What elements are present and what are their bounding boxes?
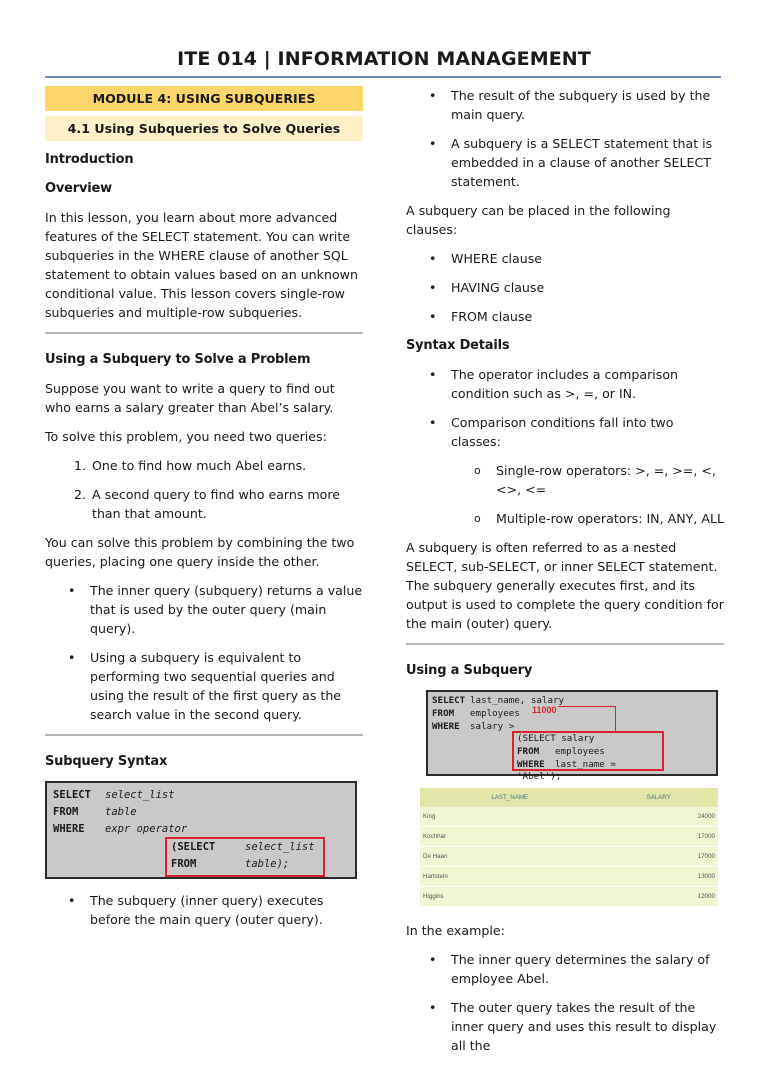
bullet-item: • HAVING clause (451, 278, 724, 297)
section-divider (45, 332, 363, 334)
result-arrow-icon (558, 706, 616, 732)
bullet-item: • Using a subquery is equivalent to performing two sequential queries and using the result of the first query as the search value in the second query. (90, 648, 363, 724)
code-keyword: FROM (171, 858, 197, 870)
bullet-item: • FROM clause (451, 307, 724, 326)
table-cell: 24000 (599, 807, 718, 827)
code-keyword: WHERE (517, 758, 545, 770)
code-keyword: (SELECT (171, 841, 216, 853)
code-keyword: FROM (53, 806, 79, 818)
section-banner: 4.1 Using Subqueries to Solve Queries (45, 116, 363, 141)
example-intro: In the example: (406, 923, 505, 938)
bullet-item: • WHERE clause (451, 249, 724, 268)
syntax-bullet-list (45, 891, 363, 929)
bullet-item: • The operator includes a comparison condition such as >, =, or IN. (451, 365, 724, 403)
subquery-result-value: 11000 (532, 705, 557, 715)
table-cell: 17000 (599, 827, 718, 847)
introduction-heading: Introduction (45, 152, 134, 167)
code-keyword: SELECT (432, 695, 466, 706)
bullet-item: • Comparison conditions fall into two classes: (451, 413, 724, 451)
code-keyword: FROM (517, 745, 540, 757)
clauses-intro: A subquery can be placed in the following clauses: (406, 203, 671, 237)
syntax-details-heading: Syntax Details (406, 338, 510, 353)
problem-heading: Using a Subquery to Solve a Problem (45, 352, 311, 367)
code-keyword: FROM (432, 707, 455, 719)
overview-heading: Overview (45, 181, 112, 196)
bullet-item: • The outer query takes the result of the inner query and uses this result to display all the (451, 998, 724, 1055)
clauses-list (406, 249, 724, 326)
table-header: LAST_NAME (420, 788, 599, 807)
example-bullet-list (406, 950, 724, 1055)
code-text: last_name = 'Abel'); (517, 758, 616, 783)
table-row (420, 847, 718, 867)
inner-query-highlight (512, 731, 664, 783)
bullet-list (406, 86, 724, 191)
table-cell: King (420, 807, 599, 827)
code-text: last_name, salary (470, 695, 565, 706)
query-result-table (420, 788, 718, 907)
table-cell: 17000 (599, 847, 718, 867)
table-cell: 12000 (599, 887, 718, 907)
page-title: ITE 014 | INFORMATION MANAGEMENT (177, 48, 591, 70)
bullet-item: • A subquery is a SELECT statement that is embedded in a clause of another SELECT statement. (451, 134, 724, 191)
bullet-item: • The inner query determines the salary of employee Abel. (451, 950, 724, 988)
two-queries-paragraph: To solve this problem, you need two queries: (45, 429, 327, 444)
module-banner: MODULE 4: USING SUBQUERIES (45, 86, 363, 111)
sub-bullet-item: o Multiple-row operators: IN, ANY, ALL (496, 509, 724, 528)
sub-bullet-item: o Single-row operators: >, =, >=, <, <>, <= (496, 461, 724, 499)
syntax-heading: Subquery Syntax (45, 754, 168, 769)
bullet-list (45, 581, 363, 724)
using-subquery-heading: Using a Subquery (406, 663, 533, 678)
table-cell: Higgins (420, 887, 599, 907)
title-rule (45, 76, 721, 78)
left-column (45, 84, 363, 939)
numbered-item: 2. A second query to find who earns more than that amount. (90, 485, 363, 523)
problem-paragraph: Suppose you want to write a query to find out who earns a salary greater than Abel’s salary. (45, 381, 335, 415)
table-row (420, 887, 718, 907)
inner-query-highlight (165, 837, 325, 877)
code-text: (SELECT salary (517, 733, 595, 744)
table-cell: Hartstein (420, 867, 599, 887)
details-list (406, 365, 724, 451)
section-divider (45, 734, 363, 736)
combine-paragraph: You can solve this problem by combining the two queries, placing one query inside the other. (45, 535, 355, 569)
bullet-item: • The result of the subquery is used by the main query. (451, 86, 724, 124)
bullet-item: • The subquery (inner query) executes before the main query (outer query). (90, 891, 363, 929)
section-divider (406, 643, 724, 645)
code-text: employees (555, 745, 605, 757)
overview-paragraph: In this lesson, you learn about more advanced features of the SELECT statement. You can write subqueries in the WHERE clause of another SQL statement to obtain values based on an unknown conditional value. This lesson covers single-row subqueries and multiple-row subqueries. (45, 210, 358, 320)
code-text: select_list (105, 789, 175, 801)
syntax-code-figure (45, 781, 357, 879)
table-cell: Kochhar (420, 827, 599, 847)
code-text: expr operator (105, 823, 188, 835)
table-header: SALARY (599, 788, 718, 807)
table-row (420, 827, 718, 847)
numbered-list (45, 456, 363, 523)
table-cell: 13000 (599, 867, 718, 887)
code-text: salary > (470, 720, 515, 732)
table-row (420, 807, 718, 827)
code-keyword: SELECT (53, 789, 91, 801)
code-keyword: WHERE (432, 720, 460, 732)
executes-first-paragraph: The subquery generally executes first, and its output is used to complete the query condition for the main (outer) query. (406, 578, 724, 631)
numbered-item: 1. One to find how much Abel earns. (90, 456, 363, 475)
table-cell: De Haan (420, 847, 599, 867)
example-code-figure (426, 690, 718, 783)
table-row (420, 867, 718, 887)
nested-paragraph: A subquery is often referred to as a nested SELECT, sub-SELECT, or inner SELECT statement. (406, 540, 718, 574)
operator-sublist (406, 461, 724, 528)
bullet-item: • The inner query (subquery) returns a value that is used by the outer query (main query). (90, 581, 363, 638)
code-text: table); (245, 858, 290, 870)
code-text: table (105, 806, 137, 818)
code-text: select_list (245, 841, 315, 853)
right-column (406, 84, 724, 1065)
code-keyword: WHERE (53, 823, 85, 835)
code-text: employees (470, 707, 520, 719)
